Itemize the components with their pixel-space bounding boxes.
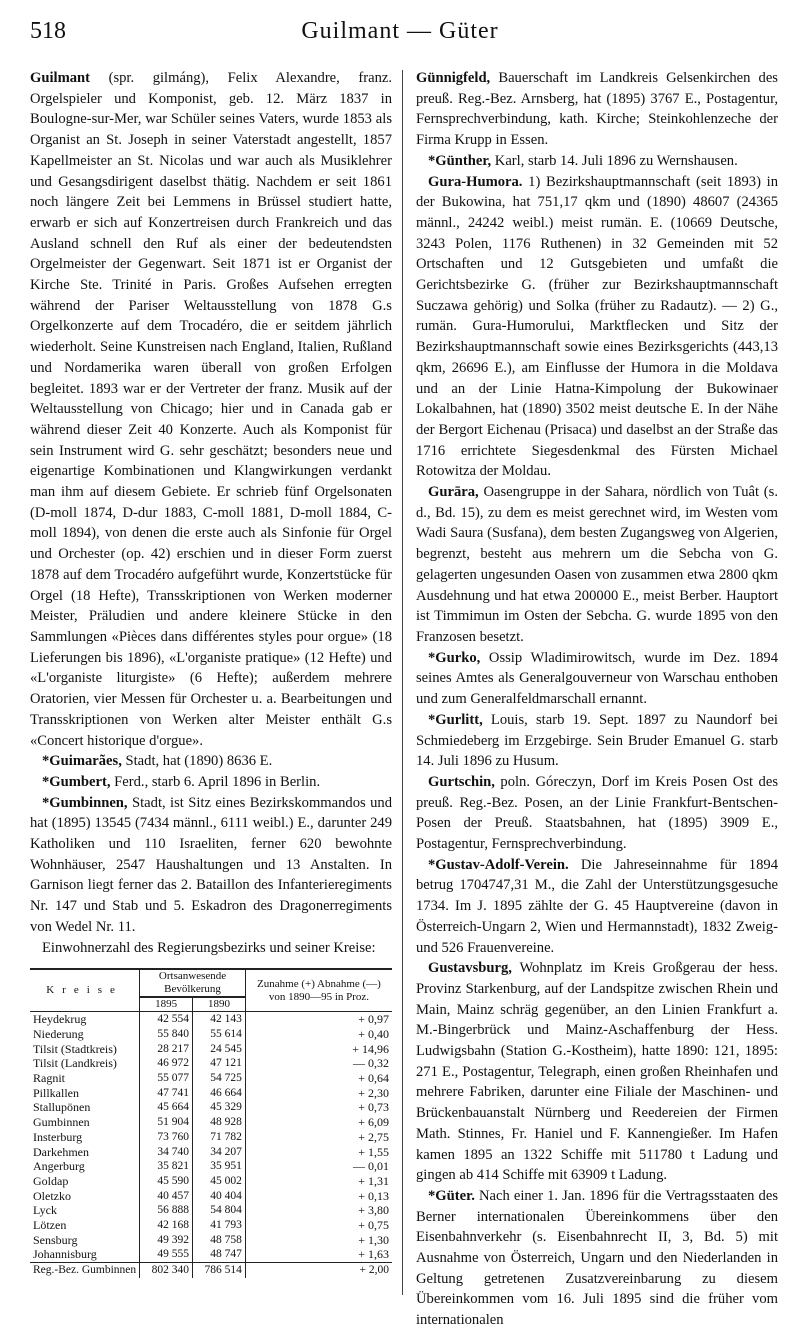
- pop-1890: 48 928: [193, 1115, 246, 1130]
- kreis-name: Oletzko: [33, 1188, 71, 1203]
- left-column: [30, 68, 392, 1278]
- table-row: [30, 1203, 392, 1218]
- pop-1895: 51 904: [140, 1115, 193, 1130]
- entry-text: Ossip Wladimirowitsch, wurde im Dez. 1894 seines Amtes als Generalgouverneur von Warschau enthoben und zum Generalfeldmarschall ernannt.: [416, 649, 778, 708]
- change-percent: + 0,73: [245, 1100, 392, 1115]
- entry-text: Bauerschaft im Landkreis Gelsenkirchen des preuß. Reg.-Bez. Arnsberg, hat (1895) 3767 E., Postagentur, Fernsprechverbindung, kath. Kirche; Steinkohlenzeche der Firma Krupp in Essen.: [416, 70, 778, 149]
- kreis-name: Johannisburg: [33, 1247, 97, 1262]
- table-row: [30, 1130, 392, 1145]
- page-header: [30, 12, 770, 52]
- pop-1895: 45 590: [140, 1174, 193, 1189]
- entry-text: Ferd., starb 6. April 1896 in Berlin.: [114, 773, 321, 790]
- kreis-name: Heydekrug: [33, 1012, 87, 1027]
- change-percent: + 1,63: [245, 1247, 392, 1262]
- change-percent: + 0,64: [245, 1071, 392, 1086]
- col-header-kreise: Kreise: [30, 969, 140, 1012]
- table-row: [30, 1056, 392, 1071]
- kreis-name: Insterburg: [33, 1129, 83, 1144]
- pop-1890: 55 614: [193, 1027, 246, 1042]
- pop-1890: 24 545: [193, 1042, 246, 1057]
- pop-1895: 46 972: [140, 1056, 193, 1071]
- kreis-name: Darkehmen: [33, 1144, 89, 1159]
- kreis-name: Tilsit (Stadtkreis): [33, 1041, 117, 1056]
- pop-1895: 28 217: [140, 1042, 193, 1057]
- pop-1890: 48 758: [193, 1233, 246, 1248]
- pop-1895: 42 168: [140, 1218, 193, 1233]
- entry-text: Oasengruppe in der Sahara, nördlich von Tuât (s. d., Bd. 15), zu dem es meist gerechnet wird, im Westen vom Wadi Saura (Susfana), dem besten Zugangsweg von Algerien, begrenzt, besteht aus mehrern um die Sebcha von G. gelagerten ungesunden Oasen von zusammen etwa 2800 qkm Ausdehnung und hat etwa 200000 E., meist Berber. Hauptort ist Timmimun im Osten der Sebcha. G. wurde 1895 von den Franzosen besetzt.: [416, 484, 778, 645]
- pop-1890: 42 143: [193, 1012, 246, 1027]
- pop-1890: 34 207: [193, 1145, 246, 1160]
- change-percent: + 1,30: [245, 1233, 392, 1248]
- kreis-name: Angerburg: [33, 1159, 85, 1174]
- entry-gumbert: [30, 772, 392, 793]
- pop-1895: 49 392: [140, 1233, 193, 1248]
- entry-gustav-adolf-verein: [416, 855, 778, 959]
- pop-1890: 71 782: [193, 1130, 246, 1145]
- kreis-name: Lyck: [33, 1203, 57, 1218]
- total-1895: 802 340: [140, 1263, 193, 1278]
- change-percent: — 0,32: [245, 1056, 392, 1071]
- change-percent: + 1,55: [245, 1145, 392, 1160]
- headword: *Gustav-Adolf-Verein.: [428, 856, 569, 873]
- entry-gueter: [416, 1186, 778, 1331]
- entry-text: Louis, starb 19. Sept. 1897 zu Naundorf bei Schmiedeberg im Erzgebirge. Sein Bruder Emanuel G. starb 14. Juli 1896 zu Husum.: [416, 711, 778, 770]
- table-row: [30, 1042, 392, 1057]
- pop-1895: 45 664: [140, 1100, 193, 1115]
- entry-text: Wohnplatz im Kreis Großgerau der hess. Provinz Starkenburg, auf der Landspitze zwischen Rhein und Main, Mainz schräg gegenüber, an den Linien Frankfurt a. M.-Bingerbrück und Mainz-Aschaffenburg der Hess. Ludwigsbahn (Station G.-Kostheim), hatte 1890: 121, 1895: 271 E., Postagentur, Telegraph, einen großen Rheinhafen und mehrere Fabriken, darunter eine Filiale der Maschinen- und Brückenbauanstalt Nürnberg und Reedereien der Firmen Math. Stinnes, Fr. Haniel und F. Kannengießer. Im Hafen kamen 1895 an 1322 Schiffe mit 511780 t Ladung und gingen ab 414 Schiffe mit 63909 t Ladung.: [416, 960, 778, 1184]
- entry-gurlitt: [416, 710, 778, 772]
- pop-1890: 47 121: [193, 1056, 246, 1071]
- table-row: [30, 1247, 392, 1262]
- pop-1890: 54 804: [193, 1203, 246, 1218]
- right-column: [416, 68, 778, 1331]
- pop-1895: 42 554: [140, 1012, 193, 1027]
- headword: *Guimarães,: [42, 753, 122, 770]
- page-number: 518: [30, 18, 66, 44]
- table-total-row: [30, 1263, 392, 1278]
- headword: Gura-Humora.: [428, 173, 523, 190]
- pop-1895: 40 457: [140, 1189, 193, 1204]
- pop-1895: 55 840: [140, 1027, 193, 1042]
- pop-1890: 48 747: [193, 1247, 246, 1262]
- pop-1895: 49 555: [140, 1247, 193, 1262]
- pop-1895: 35 821: [140, 1159, 193, 1174]
- change-percent: — 0,01: [245, 1159, 392, 1174]
- kreis-name: Lötzen: [33, 1218, 67, 1233]
- kreis-name: Tilsit (Landkreis): [33, 1056, 117, 1071]
- table-row: [30, 1012, 392, 1027]
- table-intro: Einwohnerzahl des Regierungsbezirks und seiner Kreise:: [42, 939, 376, 956]
- pop-1890: 45 002: [193, 1174, 246, 1189]
- pop-1890: 40 404: [193, 1189, 246, 1204]
- entry-text: poln. Góreczyn, Dorf im Kreis Posen Ost des preuß. Reg.-Bez. Posen, an der Linie Frankfurt-Bentschen-Posen der Preuß. Staatsbahnen, hat (1895) 3909 E., Postagentur, Fernsprechverbindung.: [416, 773, 778, 853]
- entry-text: (spr. gilmáng), Felix Alexandre, franz. Orgelspieler und Komponist, geb. 12. März 1837 in Boulogne-sur-Mer, war Schüler seines Vaters, wurde 1853 als Organist an St. Joseph in seiner Vaterstadt angestellt, 1857 Kapellmeister an St. Nicolas und war auch als Musiklehrer und Gesangsdirigent daselbst thätig. Nachdem er seit 1861 noch längere Zeit bei Lemmens in Brüssel studiert hatte, erwarb er sich auf Konzertreisen durch Frankreich und das Ausland schnell den Ruf als einer der bedeutendsten Orgelmeister der Gegenwart. Seit 1871 ist er Organist der Kirche Ste. Trinité in Paris. Großes Aufsehen erregten während der Pariser Weltausstellung von 1878 G.s Orgelkonzerte auf dem Trocadéro, die er seitdem jährlich wiederholt. Seine Kunstreisen nach England, Italien, Rußland und Nordamerika waren überall von großen Erfolgen begleitet. 1893 war er der Vertreter der franz. Musik auf der Weltausstellung von Chicago; hier und in Canada gab er während dieser Zeit 40 Konzerte. Auch als Komponist für sein Instrument wird G. sehr geschätzt; besonders neue und eigenartige Kombinationen und Klangwirkungen verdankt man ihm auf diesem Gebiete. Er schrieb fünf Orgelsonaten (D-moll 1874, D-dur 1883, C-moll 1881, D-moll 1884, C-moll 1894), von denen die erste auch als Sinfonie für Orgel und Orchester (op. 42) erschien und in dieser Form zuerst 1878 auf dem Trocadéro aufgeführt wurde, Konzertstücke für Orgel (18 Hefte), Transskriptionen von Werken moderner Meister, Präludien und andere kleinere Stücke in den Sammlungen «Pièces dans différentes styles pour orgue» (18 Lieferungen bis 1896), «L'organiste pratique» (12 Hefte) und «L'organiste liturgiste» (6 Hefte); außerdem mehrere Oratorien, vier Messen für Orchester u. a. Bearbeitungen und Transskriptionen von Werken alter Meister enthält G.s «Concert historique d'orgue».: [30, 70, 392, 749]
- table-row: [30, 1027, 392, 1042]
- change-percent: + 3,80: [245, 1203, 392, 1218]
- table-row: [30, 1100, 392, 1115]
- entry-guennigfeld: [416, 68, 778, 151]
- headword: Gurāra,: [428, 484, 479, 501]
- pop-1890: 46 664: [193, 1086, 246, 1101]
- population-table: [30, 968, 392, 1278]
- col-header-change: Zunahme (+) Abnahme (—) von 1890—95 in Proz.: [245, 969, 392, 1012]
- entry-gurara: [416, 482, 778, 648]
- entry-gura-humora: [416, 172, 778, 483]
- headword: *Gurlitt,: [428, 711, 483, 728]
- table-row: [30, 1159, 392, 1174]
- entry-gurko: [416, 648, 778, 710]
- entry-text: 1) Bezirkshauptmannschaft (seit 1893) in der Bukowina, hat 751,17 qkm und (1890) 48607 (24365 männl., 24242 weibl.) meist rumän. E. (10669 Deutsche, 3243 Polen, 1176 Ruthenen) in 32 Gemeinden mit 52 Ortschaften und 12 Gutsgebieten und umfaßt die Gerichtsbezirke G. (früher zur Bezirkshauptmannschaft Suczawa gehörig) und Solka (früher zu Radautz). — 2) G., rumän. Gura-Humorului, Marktflecken und Sitz der Bezirkshauptmannschaft sowie eines Bezirksgerichts (443,13 qkm, 26696 E.), am Einflusse der Humora in die Moldava und an der Linie Hatna-Kimpolung der Bukowinaer Lokalbahnen, hat (1890) 3502 meist deutsche E. In der Nähe der Bergort Eichenau (Prisaca) und daselbst an der Straße das 1716 errichtete Siegesdenkmal des Fürsten Michael Rotowitza der Moldau.: [416, 173, 778, 480]
- table-row: [30, 1174, 392, 1189]
- entry-guenther: [416, 151, 778, 172]
- total-change: + 2,00: [245, 1263, 392, 1278]
- table-row: [30, 1071, 392, 1086]
- change-percent: + 2,30: [245, 1086, 392, 1101]
- change-percent: + 0,97: [245, 1012, 392, 1027]
- kreis-name: Niederung: [33, 1026, 84, 1041]
- pop-1890: 54 725: [193, 1071, 246, 1086]
- entry-guilmant: [30, 68, 392, 751]
- change-percent: + 0,13: [245, 1189, 392, 1204]
- col-header-1895: 1895: [140, 997, 193, 1012]
- table-row: [30, 1145, 392, 1160]
- entry-gustavsburg: [416, 958, 778, 1186]
- total-1890: 786 514: [193, 1263, 246, 1278]
- change-percent: + 0,40: [245, 1027, 392, 1042]
- change-percent: + 6,09: [245, 1115, 392, 1130]
- entry-text: Karl, starb 14. Juli 1896 zu Wernshausen.: [494, 152, 738, 169]
- kreis-name: Gumbinnen: [33, 1115, 90, 1130]
- table-row: [30, 1115, 392, 1130]
- pop-1895: 56 888: [140, 1203, 193, 1218]
- kreis-name: Ragnit: [33, 1071, 65, 1086]
- col-header-population: Ortsanwesende Bevölkerung: [140, 969, 246, 997]
- change-percent: + 1,31: [245, 1174, 392, 1189]
- running-title: Guilmant — Güter: [301, 18, 499, 44]
- pop-1895: 73 760: [140, 1130, 193, 1145]
- headword: *Gurko,: [428, 649, 481, 666]
- pop-1895: 34 740: [140, 1145, 193, 1160]
- pop-1890: 45 329: [193, 1100, 246, 1115]
- headword: *Gumbinnen,: [42, 794, 128, 811]
- headword: Gustavsburg,: [428, 960, 512, 977]
- col-header-1890: 1890: [193, 997, 246, 1012]
- pop-1890: 35 951: [193, 1159, 246, 1174]
- change-percent: + 14,96: [245, 1042, 392, 1057]
- headword: *Gumbert,: [42, 773, 111, 790]
- table-body: [30, 1012, 392, 1278]
- entry-text: Nach einer 1. Jan. 1896 für die Vertragsstaaten des Berner internationalen Übereinkommens über den Eisenbahnverkehr (s. Eisenbahnrecht II, 3, Bd. 5) mit Ausnahme von Österreich, Ungarn und den Niederlanden in Geltung getretenen Zusatzvereinbarung zu diesem Übereinkommen vom 16. Juli 1895 sind die früher vom internationalen: [416, 1187, 779, 1329]
- headword: *Güter.: [428, 1187, 475, 1204]
- table-row: [30, 1189, 392, 1204]
- kreis-name: Stallupönen: [33, 1100, 91, 1115]
- total-label: Reg.-Bez. Gumbinnen: [30, 1263, 140, 1278]
- headword: Guilmant: [30, 70, 91, 86]
- change-percent: + 0,75: [245, 1218, 392, 1233]
- entry-text: Stadt, hat (1890) 8636 E.: [125, 753, 273, 770]
- headword: Gurtschin,: [428, 773, 495, 790]
- entry-gumbinnen: [30, 793, 392, 938]
- kreis-name: Goldap: [33, 1173, 69, 1188]
- entry-guimaraes: [30, 751, 392, 772]
- entry-text: Die Jahreseinnahme für 1894 betrug 1704747,31 M., die Zahl der Unterstützungsgesuche 1734. Im J. 1895 zählte der G. 45 Hauptvereine (davon in Österreich-Ungarn 2, Wien und Hermannstadt), 1832 Zweig- und 526 Frauenvereine.: [416, 856, 778, 956]
- entry-gurtschin: [416, 772, 778, 855]
- pop-1895: 55 077: [140, 1071, 193, 1086]
- pop-1890: 41 793: [193, 1218, 246, 1233]
- pop-1895: 47 741: [140, 1086, 193, 1101]
- headword: Günnigfeld,: [416, 70, 491, 86]
- table-row: [30, 1086, 392, 1101]
- kreis-name: Sensburg: [33, 1232, 78, 1247]
- headword: *Günther,: [428, 152, 492, 169]
- change-percent: + 2,75: [245, 1130, 392, 1145]
- table-row: [30, 1233, 392, 1248]
- entry-text: Stadt, ist Sitz eines Bezirkskommandos und hat (1895) 13545 (7434 männl., 6111 weibl.) E., darunter 249 Katholiken und 110 Israeliten, ferner 620 bewohnte Wohnhäuser, 2547 Haushaltungen und 13 Anstalten. In Garnison liegt ferner das 2. Bataillon des Infanterieregiments Nr. 147 und Stab und 5. Eskadron des Dragonerregiments von Wedel Nr. 11.: [30, 794, 392, 935]
- column-divider: [402, 70, 403, 1295]
- kreis-name: Pillkallen: [33, 1085, 79, 1100]
- table-row: [30, 1218, 392, 1233]
